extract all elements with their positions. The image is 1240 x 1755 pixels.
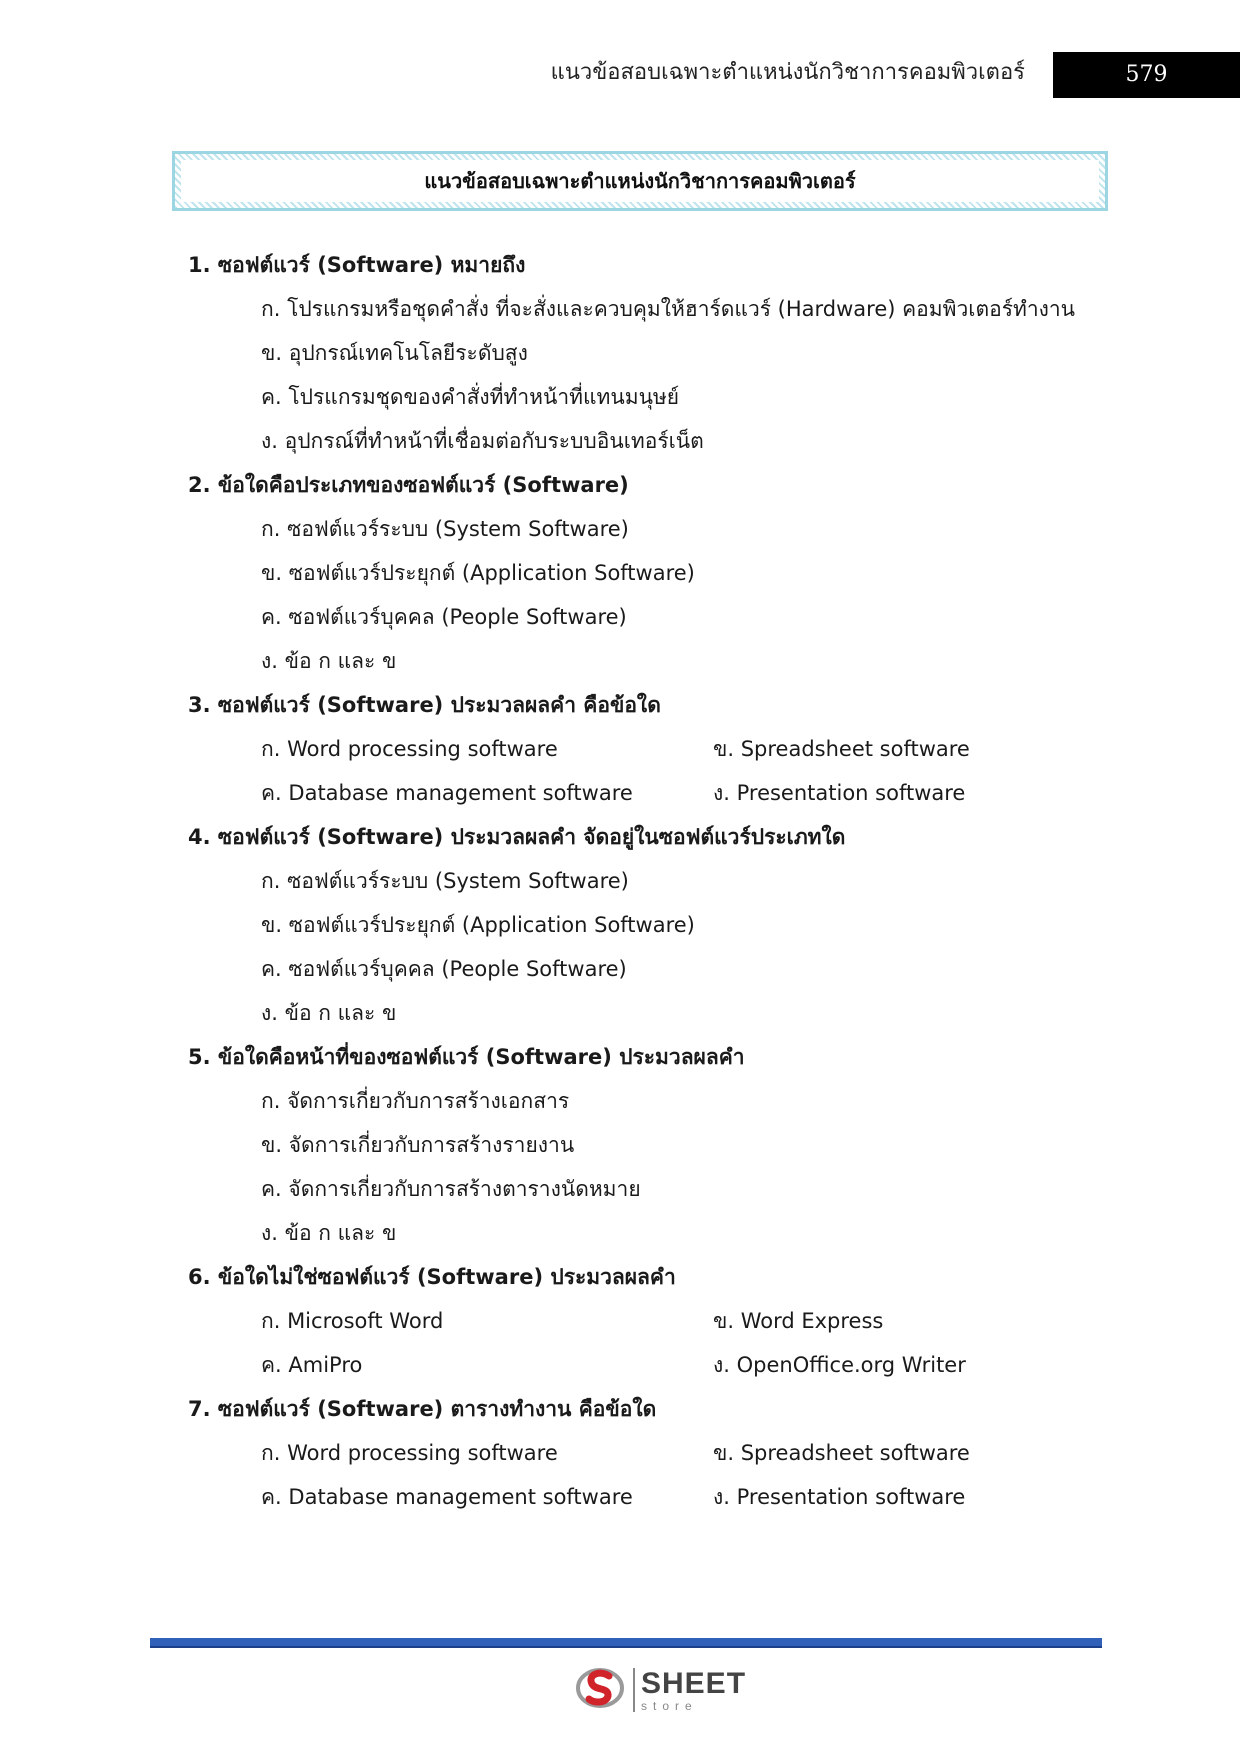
option: ง. Presentation software — [713, 781, 966, 805]
footer-divider — [150, 1638, 1102, 1648]
option: ก. โปรแกรมหรือชุดคำสั่ง ที่จะสั่งและควบคุมให้ฮาร์ดแวร์ (Hardware) คอมพิวเตอร์ทำงาน — [261, 297, 1076, 321]
option: ข. ซอฟต์แวร์ประยุกต์ (Application Software) — [261, 913, 695, 937]
option: ค. Database management software — [261, 781, 633, 805]
option: ค. AmiPro — [261, 1353, 363, 1377]
option: ค. โปรแกรมชุดของคำสั่งที่ทำหน้าที่แทนมนุษย์ — [261, 385, 680, 409]
option: ก. Microsoft Word — [261, 1309, 444, 1333]
option: ง. OpenOffice.org Writer — [713, 1353, 966, 1377]
option: ข. จัดการเกี่ยวกับการสร้างรายงาน — [261, 1133, 575, 1157]
question-4: 4. ซอฟต์แวร์ (Software) ประมวลผลคำ จัดอยู่ในซอฟต์แวร์ประเภทใด — [188, 825, 846, 849]
title-box — [172, 151, 1108, 211]
sheet-s-logo-icon — [575, 1663, 625, 1717]
logo-divider — [633, 1668, 635, 1712]
option: ค. Database management software — [261, 1485, 633, 1509]
question-3: 3. ซอฟต์แวร์ (Software) ประมวลผลคำ คือข้อใด — [188, 693, 661, 717]
option-row — [188, 1350, 1088, 1394]
option: ค. ซอฟต์แวร์บุคคล (People Software) — [261, 605, 627, 629]
option: ก. จัดการเกี่ยวกับการสร้างเอกสาร — [261, 1089, 570, 1113]
option: ก. Word processing software — [261, 737, 558, 761]
logo-word: SHEET — [641, 1666, 747, 1700]
question-6: 6. ข้อใดไม่ใช่ซอฟต์แวร์ (Software) ประมวลผลคำ — [188, 1265, 676, 1289]
page-number: 579 — [1053, 52, 1240, 98]
page-title: แนวข้อสอบเฉพาะตำแหน่งนักวิชาการคอมพิวเตอร์ — [181, 160, 1099, 202]
option: ง. Presentation software — [713, 1485, 966, 1509]
question-list — [188, 250, 1088, 1526]
option: ก. Word processing software — [261, 1441, 558, 1465]
option: ข. อุปกรณ์เทคโนโลยีระดับสูง — [261, 341, 528, 365]
option-row — [188, 778, 1088, 822]
option: ก. ซอฟต์แวร์ระบบ (System Software) — [261, 517, 629, 541]
option-row — [188, 1438, 1088, 1482]
logo-subtext: store — [641, 1698, 698, 1713]
question-2: 2. ข้อใดคือประเภทของซอฟต์แวร์ (Software) — [188, 473, 629, 497]
question-5: 5. ข้อใดคือหน้าที่ของซอฟต์แวร์ (Software) ประมวลผลคำ — [188, 1045, 745, 1069]
option: ง. อุปกรณ์ที่ทำหน้าที่เชื่อมต่อกับระบบอินเทอร์เน็ต — [261, 429, 704, 453]
option: ง. ข้อ ก และ ข — [261, 649, 397, 673]
option: ง. ข้อ ก และ ข — [261, 1221, 397, 1245]
question-1: 1. ซอฟต์แวร์ (Software) หมายถึง — [188, 253, 526, 277]
sheet-store-logo — [575, 1660, 746, 1720]
option-row — [188, 1306, 1088, 1350]
option-row — [188, 1482, 1088, 1526]
option: ข. Spreadsheet software — [713, 1441, 970, 1465]
question-7: 7. ซอฟต์แวร์ (Software) ตารางทำงาน คือข้อใด — [188, 1397, 657, 1421]
option: ง. ข้อ ก และ ข — [261, 1001, 397, 1025]
option: ข. ซอฟต์แวร์ประยุกต์ (Application Software) — [261, 561, 695, 585]
option: ก. ซอฟต์แวร์ระบบ (System Software) — [261, 869, 629, 893]
option: ค. จัดการเกี่ยวกับการสร้างตารางนัดหมาย — [261, 1177, 641, 1201]
option: ข. Word Express — [713, 1309, 884, 1333]
logo-text — [641, 1666, 747, 1713]
option: ค. ซอฟต์แวร์บุคคล (People Software) — [261, 957, 627, 981]
option: ข. Spreadsheet software — [713, 737, 970, 761]
running-title: แนวข้อสอบเฉพาะตำแหน่งนักวิชาการคอมพิวเตอร์ — [550, 60, 1025, 85]
option-row — [188, 734, 1088, 778]
